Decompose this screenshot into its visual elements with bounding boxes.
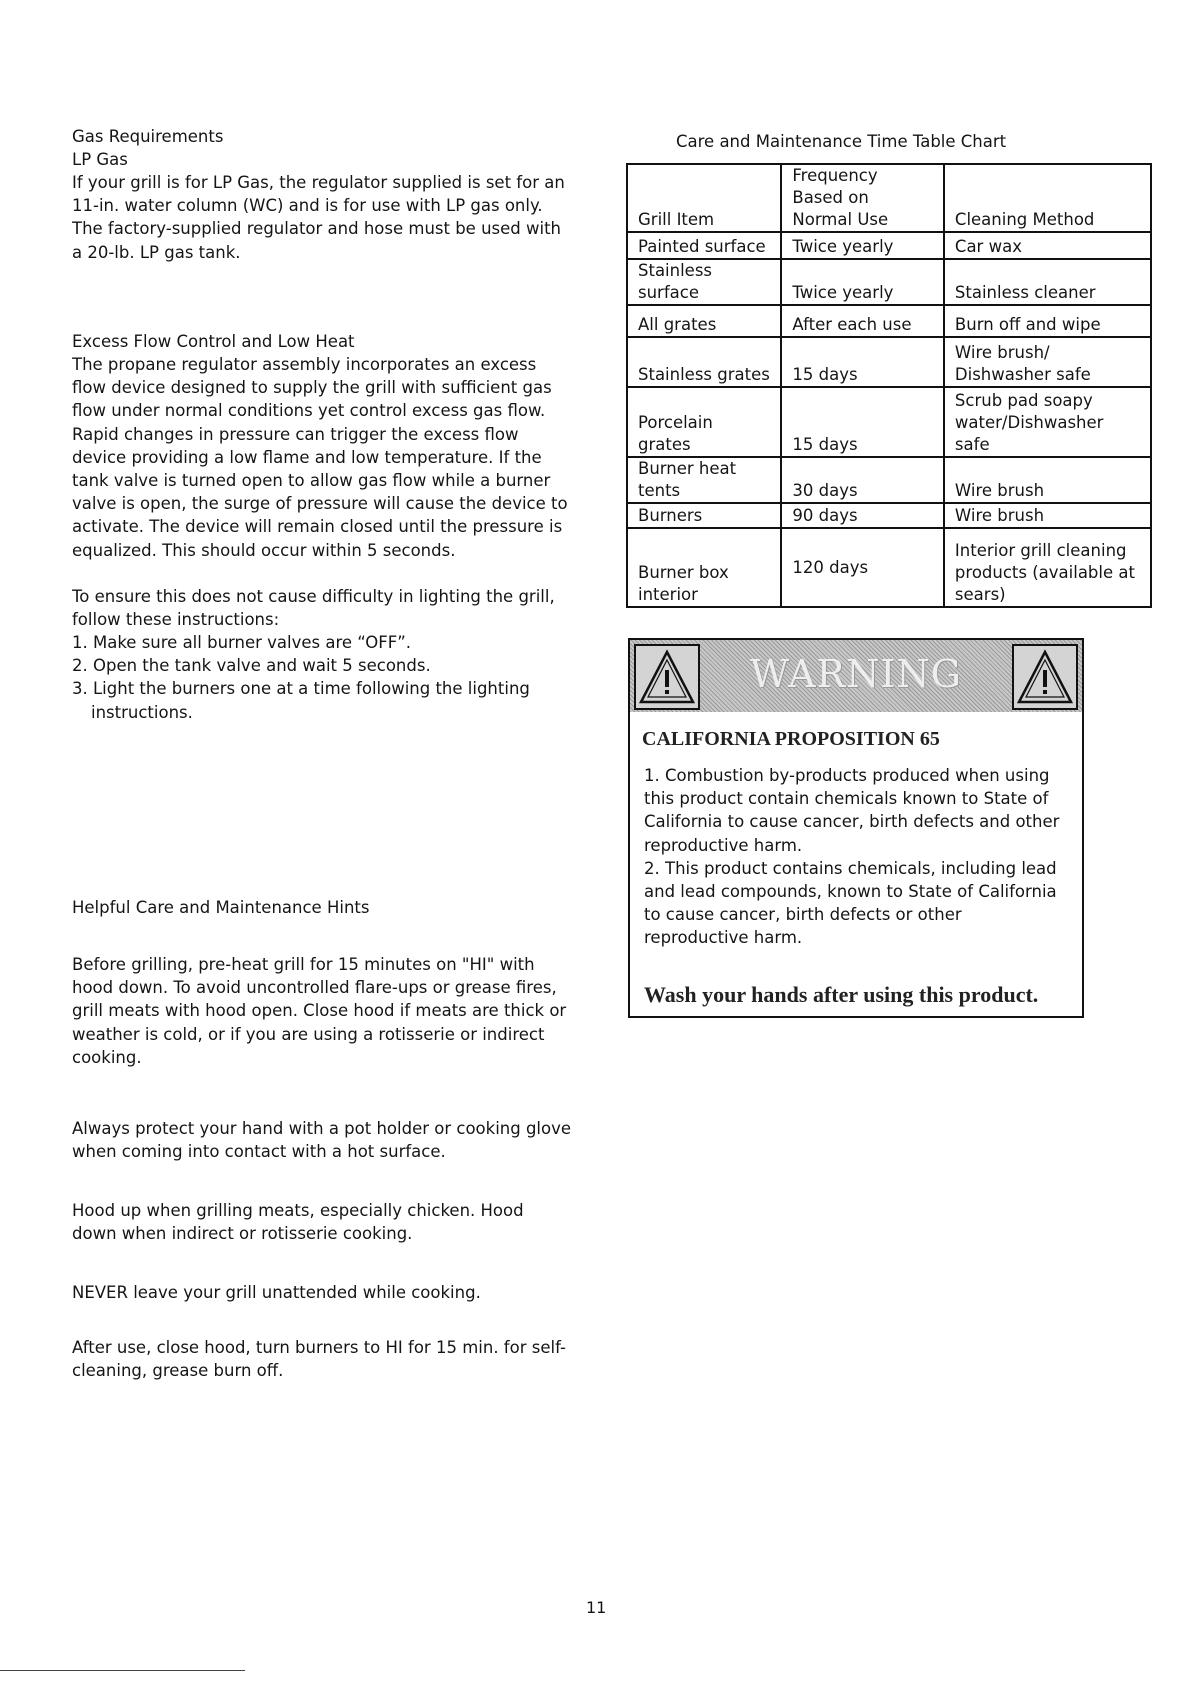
table-row — [627, 457, 1151, 503]
table-cell: Wire brush — [944, 457, 1151, 503]
table-cell: Wire brush/ Dishwasher safe — [944, 337, 1151, 387]
wash-hands-notice: Wash your hands after using this product. — [644, 982, 1039, 1007]
header-cell: Frequency Based on Normal Use — [781, 164, 944, 232]
table-cell: Stainless grates — [627, 337, 781, 387]
table-cell: After each use — [781, 305, 944, 337]
table-row — [627, 337, 1151, 387]
table-cell: 90 days — [781, 503, 944, 528]
hint-protect-hand: Always protect your hand with a pot holder or cooking glove when coming into contact with a hot surface. — [72, 1119, 572, 1162]
table-cell: 120 days — [781, 528, 944, 607]
table-cell: Wire brush — [944, 503, 1151, 528]
prop65-body — [644, 764, 1064, 950]
excess-flow-heading: Excess Flow Control and Low Heat — [72, 332, 355, 351]
header-cell: Grill Item — [627, 164, 781, 232]
table-cell: Porcelain grates — [627, 387, 781, 457]
hint-after-use: After use, close hood, turn burners to HI for 15 min. for self-cleaning, grease burn off. — [72, 1338, 566, 1381]
table-row — [627, 503, 1151, 528]
page-number: 11 — [586, 1598, 607, 1617]
table-row — [627, 232, 1151, 259]
warning-title: WARNING — [749, 652, 963, 696]
excess-flow-paragraph: The propane regulator assembly incorporates an excess flow device designed to supply the grill with sufficient gas flow under normal conditions yet control excess gas flow. Rapid changes in pressure can trigger the excess flow device providing a low flame and low temperature. If the tank valve is turned open to allow gas flow while a burner valve is open, the surge of pressure will cause the device to activate. The device will remain closed until the pressure is equalized. This should occur within 5 seconds. — [72, 355, 568, 560]
table-cell: 30 days — [781, 457, 944, 503]
table-cell: Car wax — [944, 232, 1151, 259]
table-row — [627, 528, 1151, 607]
table-row — [627, 259, 1151, 305]
table-header-row — [627, 164, 1151, 232]
table-cell: Twice yearly — [781, 232, 944, 259]
bottom-divider — [0, 1670, 245, 1671]
table-cell: Stainless cleaner — [944, 259, 1151, 305]
lighting-step: 1. Make sure all burner valves are “OFF”. — [72, 633, 412, 652]
table-cell: Painted surface — [627, 232, 781, 259]
prop65-warning-box — [628, 638, 1084, 1018]
header-cell: Cleaning Method — [944, 164, 1151, 232]
table-cell: Burners — [627, 503, 781, 528]
lighting-step: 2. Open the tank valve and wait 5 seconds. — [72, 656, 431, 676]
ensure-paragraph: To ensure this does not cause difficulty in lighting the grill, follow these instructions: — [72, 587, 555, 630]
table-cell: Stainless surface — [627, 259, 781, 305]
gas-requirements-heading: Gas Requirements — [72, 127, 224, 146]
prop65-heading: CALIFORNIA PROPOSITION 65 — [642, 728, 940, 750]
warning-banner — [630, 640, 1082, 712]
table-cell: Burner box interior — [627, 528, 781, 607]
prop65-item: 1. Combustion by-products produced when using this product contain chemicals known to State of California to cause cancer, birth defects and other reproductive harm. — [644, 766, 1060, 855]
hints-heading: Helpful Care and Maintenance Hints — [72, 898, 370, 917]
hint-hood-up: Hood up when grilling meats, especially chicken. Hood down when indirect or rotisserie cooking. — [72, 1201, 524, 1244]
warning-triangle-icon — [1012, 644, 1078, 710]
table-cell: All grates — [627, 305, 781, 337]
care-maintenance-table — [626, 163, 1152, 608]
table-cell: Twice yearly — [781, 259, 944, 305]
table-cell: 15 days — [781, 337, 944, 387]
table-row — [627, 387, 1151, 457]
table-cell: 15 days — [781, 387, 944, 457]
hint-preheat: Before grilling, pre-heat grill for 15 minutes on "HI" with hood down. To avoid uncontrolled flare-ups or grease fires, grill meats with hood open. Close hood if meats are thick or weather is cold, or if you are using a rotisserie or indirect cooking. — [72, 955, 567, 1067]
table-row — [627, 305, 1151, 337]
hint-never-unattended: NEVER leave your grill unattended while cooking. — [72, 1283, 481, 1302]
lighting-step: 3. Light the burners one at a time following the lighting instructions. — [72, 679, 530, 722]
table-title: Care and Maintenance Time Table Chart — [676, 132, 1007, 151]
table-cell: Scrub pad soapy water/Dishwasher safe — [944, 387, 1151, 457]
prop65-item: 2. This product contains chemicals, including lead and lead compounds, known to State of California to cause cancer, birth defects or other reproductive harm. — [644, 858, 1057, 948]
table-cell: Burner heat tents — [627, 457, 781, 503]
table-cell: Interior grill cleaning products (available at sears) — [944, 528, 1151, 607]
lighting-steps-list — [72, 631, 572, 724]
lp-gas-heading: LP Gas — [72, 150, 128, 169]
table-cell: Burn off and wipe — [944, 305, 1151, 337]
lp-gas-paragraph: If your grill is for LP Gas, the regulator supplied is set for an 11-in. water column (WC) and is for use with LP gas only. The factory-supplied regulator and hose must be used with a 20-lb. LP gas tank. — [72, 173, 565, 262]
